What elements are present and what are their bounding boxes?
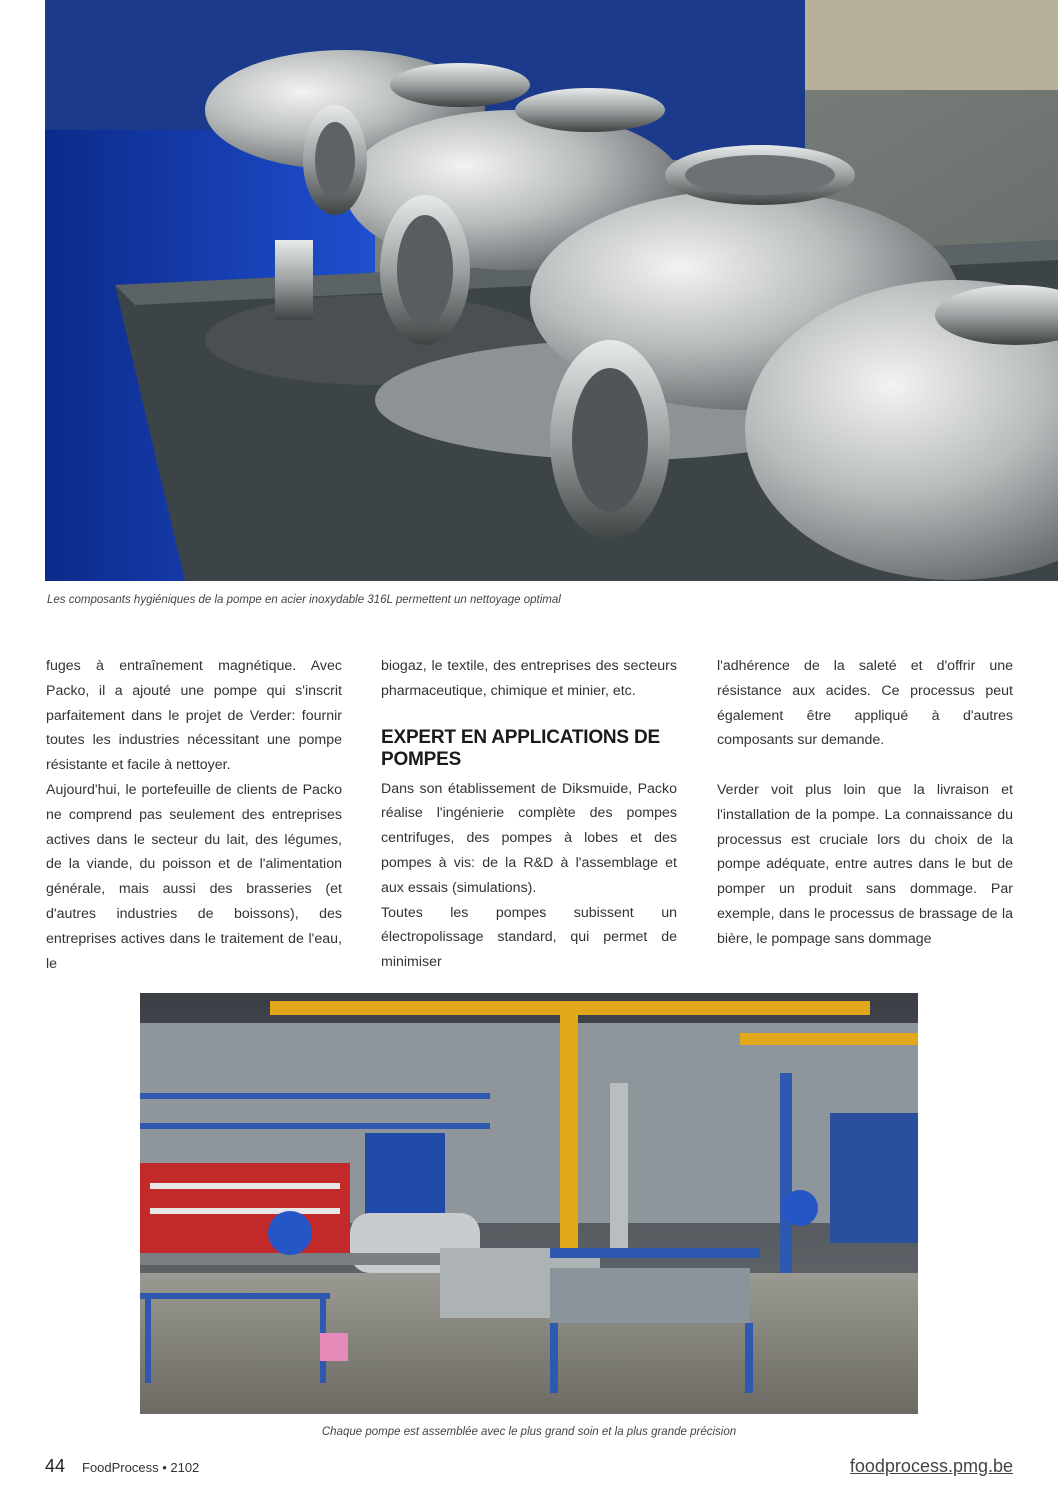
top-photo-caption: Les composants hygiéniques de la pompe en acier inoxydable 316L permettent un nettoyage optimal (47, 594, 561, 606)
section-heading: EXPERT EN APPLICATIONS DE POMPES (381, 726, 660, 770)
col1-paragraph-1: fuges à entraînement magnétique. Avec Packo, il a ajouté une pompe qui s'inscrit parfaitement dans le projet de Verder: fournir toutes les industries nécessitant une pompe résistante et facile à nettoyer. (46, 658, 342, 774)
col2-paragraph-2: Dans son établissement de Diksmuide, Packo réalise l'ingénierie complète des pompes centrifuges, des pompes à lobes et des pompes à vis: de la R&D à l'assemblage et aux essais (simulations). (381, 780, 677, 896)
page-number: 44 (45, 1456, 66, 1476)
col1-paragraph-2: Aujourd'hui, le portefeuille de clients de Packo ne comprend pas seulement des entreprises actives dans le secteur du lait, des légumes, de la viande, du poisson et de l'alimentation générale, mais aussi des brasseries (et d'autres industries de boissons), des entreprises actives dans le traitement de l'eau, le (46, 781, 342, 972)
col2-paragraph-3: Toutes les pompes subissent un électropolissage standard, qui permet de minimiser (381, 904, 677, 971)
paragraph-spacer (717, 753, 1013, 778)
magazine-issue: FoodProcess • 2102 (82, 1460, 200, 1475)
page-footer (45, 1456, 1013, 1486)
article-column-1 (46, 654, 342, 976)
assembly-workshop-photo (140, 993, 918, 1414)
col3-paragraph-1: l'adhérence de la saleté et d'offrir une résistance aux acides. Ce processus peut également être appliqué à d'autres composants sur demande. (717, 658, 1013, 749)
bottom-photo-caption: Chaque pompe est assemblée avec le plus grand soin et la plus grande précision (321, 1426, 737, 1438)
article-column-2 (381, 654, 677, 975)
article-column-3 (717, 654, 1013, 952)
col3-paragraph-2: Verder voit plus loin que la livraison et l'installation de la pompe. La connaissance du processus est cruciale lors du choix de la pompe adéquate, entre autres dans le but de pomper un produit sans dommage. Par exemple, dans le processus de brassage de la bière, le pompage sans dommage (717, 781, 1013, 947)
website-link[interactable]: foodprocess.pmg.be (849, 1456, 1013, 1476)
col2-paragraph-1: biogaz, le textile, des entreprises des secteurs pharmaceutique, chimique et minier, etc. (381, 658, 677, 699)
pump-housings-photo (45, 0, 1058, 581)
